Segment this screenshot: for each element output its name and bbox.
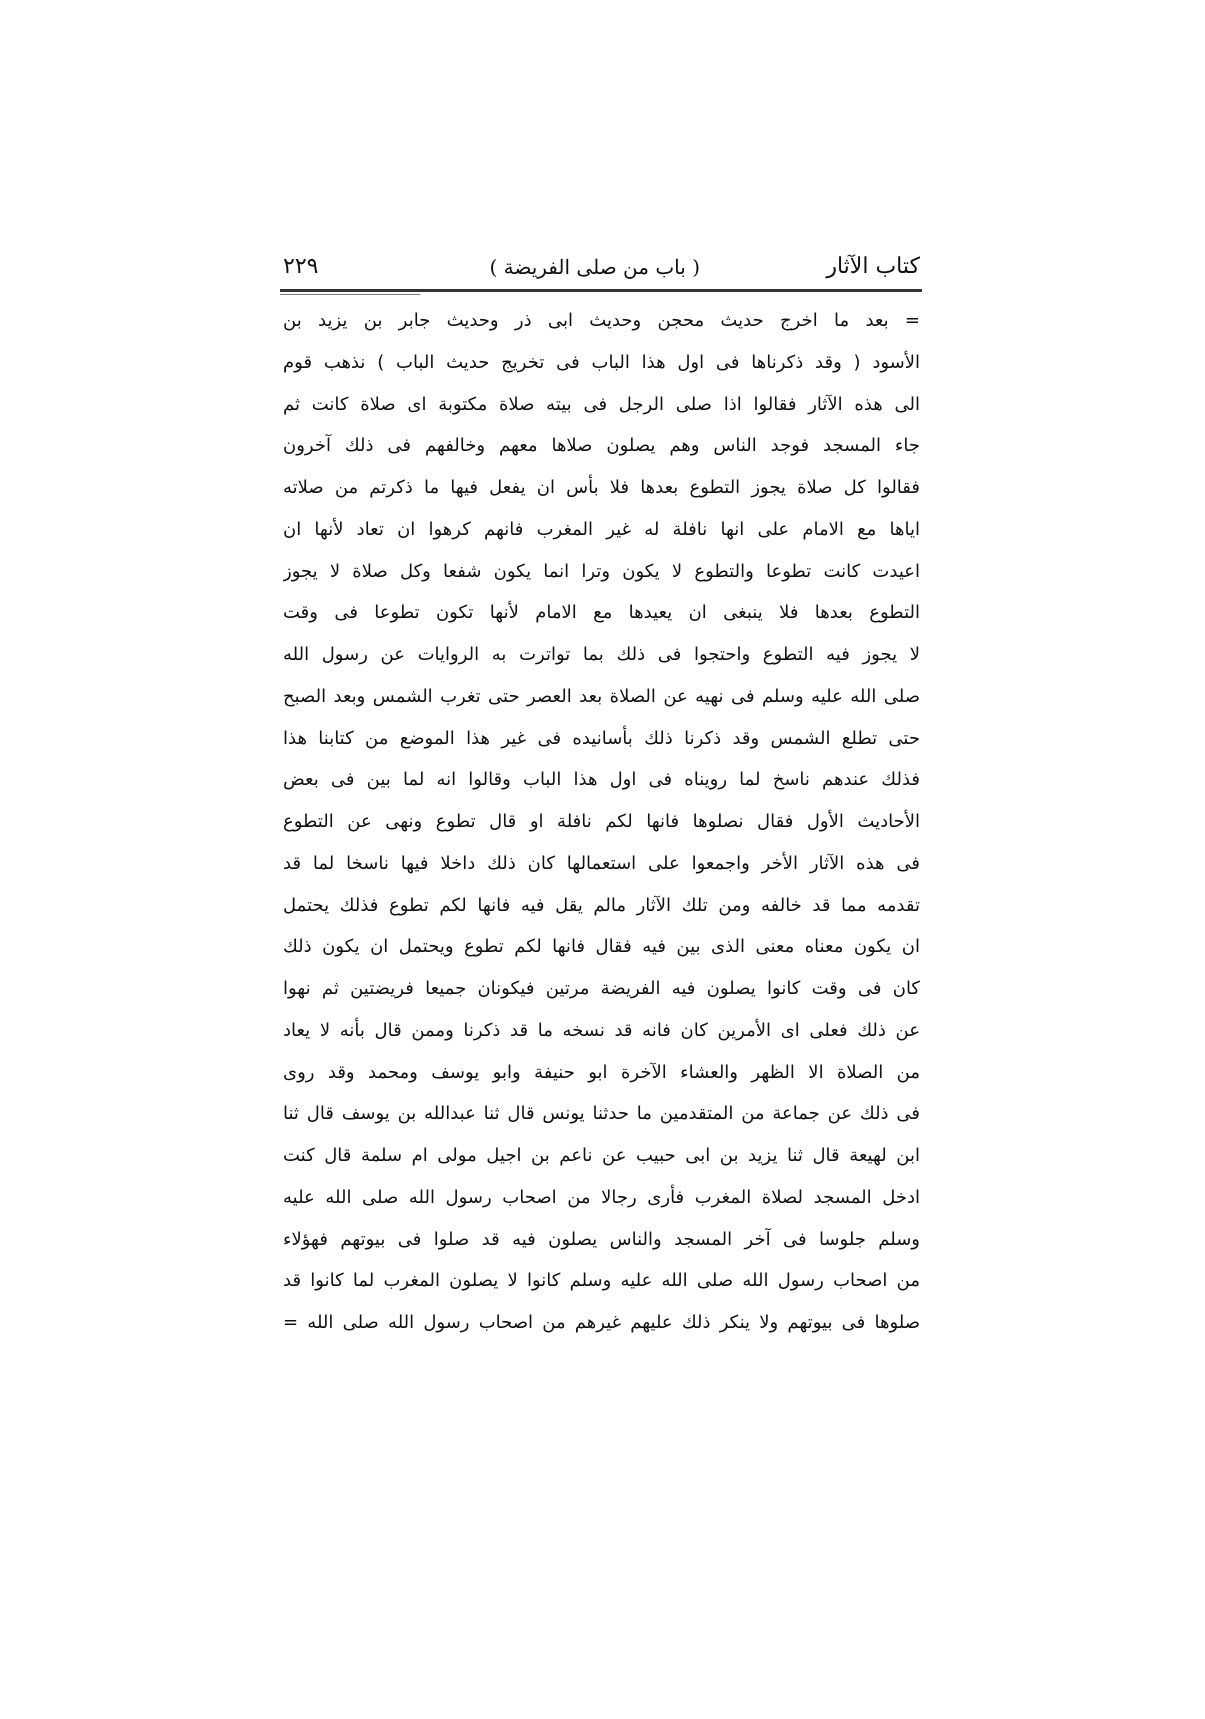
text-line: ابن لهيعة قال ثنا يزيد بن ابى حبيب عن ناعم بن اجيل مولى ام سلمة قال كنت	[283, 1145, 920, 1166]
text-line: اياها مع الامام على انها نافلة له غير المغرب فانهم كرهوا ان تعاد لأنها ان	[283, 518, 920, 540]
text-line: كان فى وقت كانوا يصلون فيه الفريضة مرتين فيكونان جميعا فريضتين ثم نهوا	[283, 978, 920, 999]
text-line: الأسود ( وقد ذكرناها فى اول هذا الباب فى تخريج حديث الباب ) نذهب قوم	[283, 351, 920, 373]
page-number: ٢٢٩	[283, 254, 319, 279]
text-line: من الصلاة الا الظهر والعشاء الآخرة ابو حنيفة وابو يوسف ومحمد وقد روى	[283, 1061, 920, 1083]
text-line: فى هذه الآثار الأخر واجمعوا على استعمالها كان ذلك داخلا فيها ناسخا لما قد	[283, 852, 920, 874]
book-title: كتاب الآثار	[826, 254, 920, 279]
text-line: صلى الله عليه وسلم فى نهيه عن الصلاة بعد العصر حتى تغرب الشمس وبعد الصبح	[283, 685, 920, 707]
text-line: عن ذلك فعلى اى الأمرين كان فانه قد نسخه ما قد ذكرنا وممن قال بأنه لا يعاد	[283, 1019, 920, 1041]
header-rule	[280, 289, 922, 292]
text-line: حتى تطلع الشمس وقد ذكرنا ذلك بأسانيده فى غير هذا الموضع من كتابنا هذا	[283, 727, 920, 749]
text-line: فقالوا كل صلاة يجوز التطوع بعدها فلا بأس ان يفعل فيها ما ذكرتم من صلاته	[283, 477, 920, 498]
text-line: ان يكون معناه معنى الذى بين فيه فقال فانها لكم تطوع ويحتمل ان يكون ذلك	[283, 936, 920, 958]
text-line: التطوع بعدها فلا ينبغى ان يعيدها مع الامام لأنها تكون تطوعا فى وقت	[283, 602, 920, 624]
body-text	[283, 300, 920, 1344]
text-line: وسلم جلوسا فى آخر المسجد والناس يصلون فيه قد صلوا فى بيوتهم فهؤلاء	[283, 1228, 920, 1250]
text-line: من اصحاب رسول الله صلى الله عليه وسلم كانوا لا يصلون المغرب لما كانوا قد	[283, 1270, 920, 1292]
chapter-title: ( باب من صلى الفريضة )	[489, 255, 700, 279]
text-line: جاء المسجد فوجد الناس وهم يصلون صلاها معهم وخالفهم فى ذلك آخرون	[283, 435, 920, 457]
header-rule-secondary	[280, 294, 420, 295]
text-line: فى ذلك عن جماعة من المتقدمين ما حدثنا يونس قال ثنا عبدالله بن يوسف قال ثنا	[283, 1103, 920, 1125]
text-line: صلوها فى بيوتهم ولا ينكر ذلك عليهم غيرهم من اصحاب رسول الله صلى الله =	[283, 1312, 920, 1333]
text-line: ادخل المسجد لصلاة المغرب فأرى رجالا من اصحاب رسول الله صلى الله عليه	[283, 1186, 920, 1208]
text-line: لا يجوز فيه التطوع واحتجوا فى ذلك بما تواترت به الروايات عن رسول الله	[283, 644, 920, 665]
running-header	[283, 250, 920, 284]
text-line: = بعد ما اخرج حديث محجن وحديث ابى ذر وحديث جابر بن يزيد بن	[283, 310, 920, 331]
text-line: الى هذه الآثار فقالوا اذا صلى الرجل فى بيته صلاة مكتوبة اى صلاة كانت ثم	[283, 393, 920, 415]
text-line: اعيدت كانت تطوعا والتطوع لا يكون وترا انما يكون شفعا وكل صلاة لا يجوز	[283, 560, 920, 582]
text-line: الأحاديث الأول فقال نصلوها فانها لكم نافلة او قال تطوع ونهى عن التطوع	[283, 811, 920, 832]
text-line: فذلك عندهم ناسخ لما رويناه فى اول هذا الباب وقالوا انه لما بين فى بعض	[283, 769, 920, 791]
text-line: تقدمه مما قد خالفه ومن تلك الآثار مالم يقل فيه فانها لكم تطوع فذلك يحتمل	[283, 894, 920, 916]
